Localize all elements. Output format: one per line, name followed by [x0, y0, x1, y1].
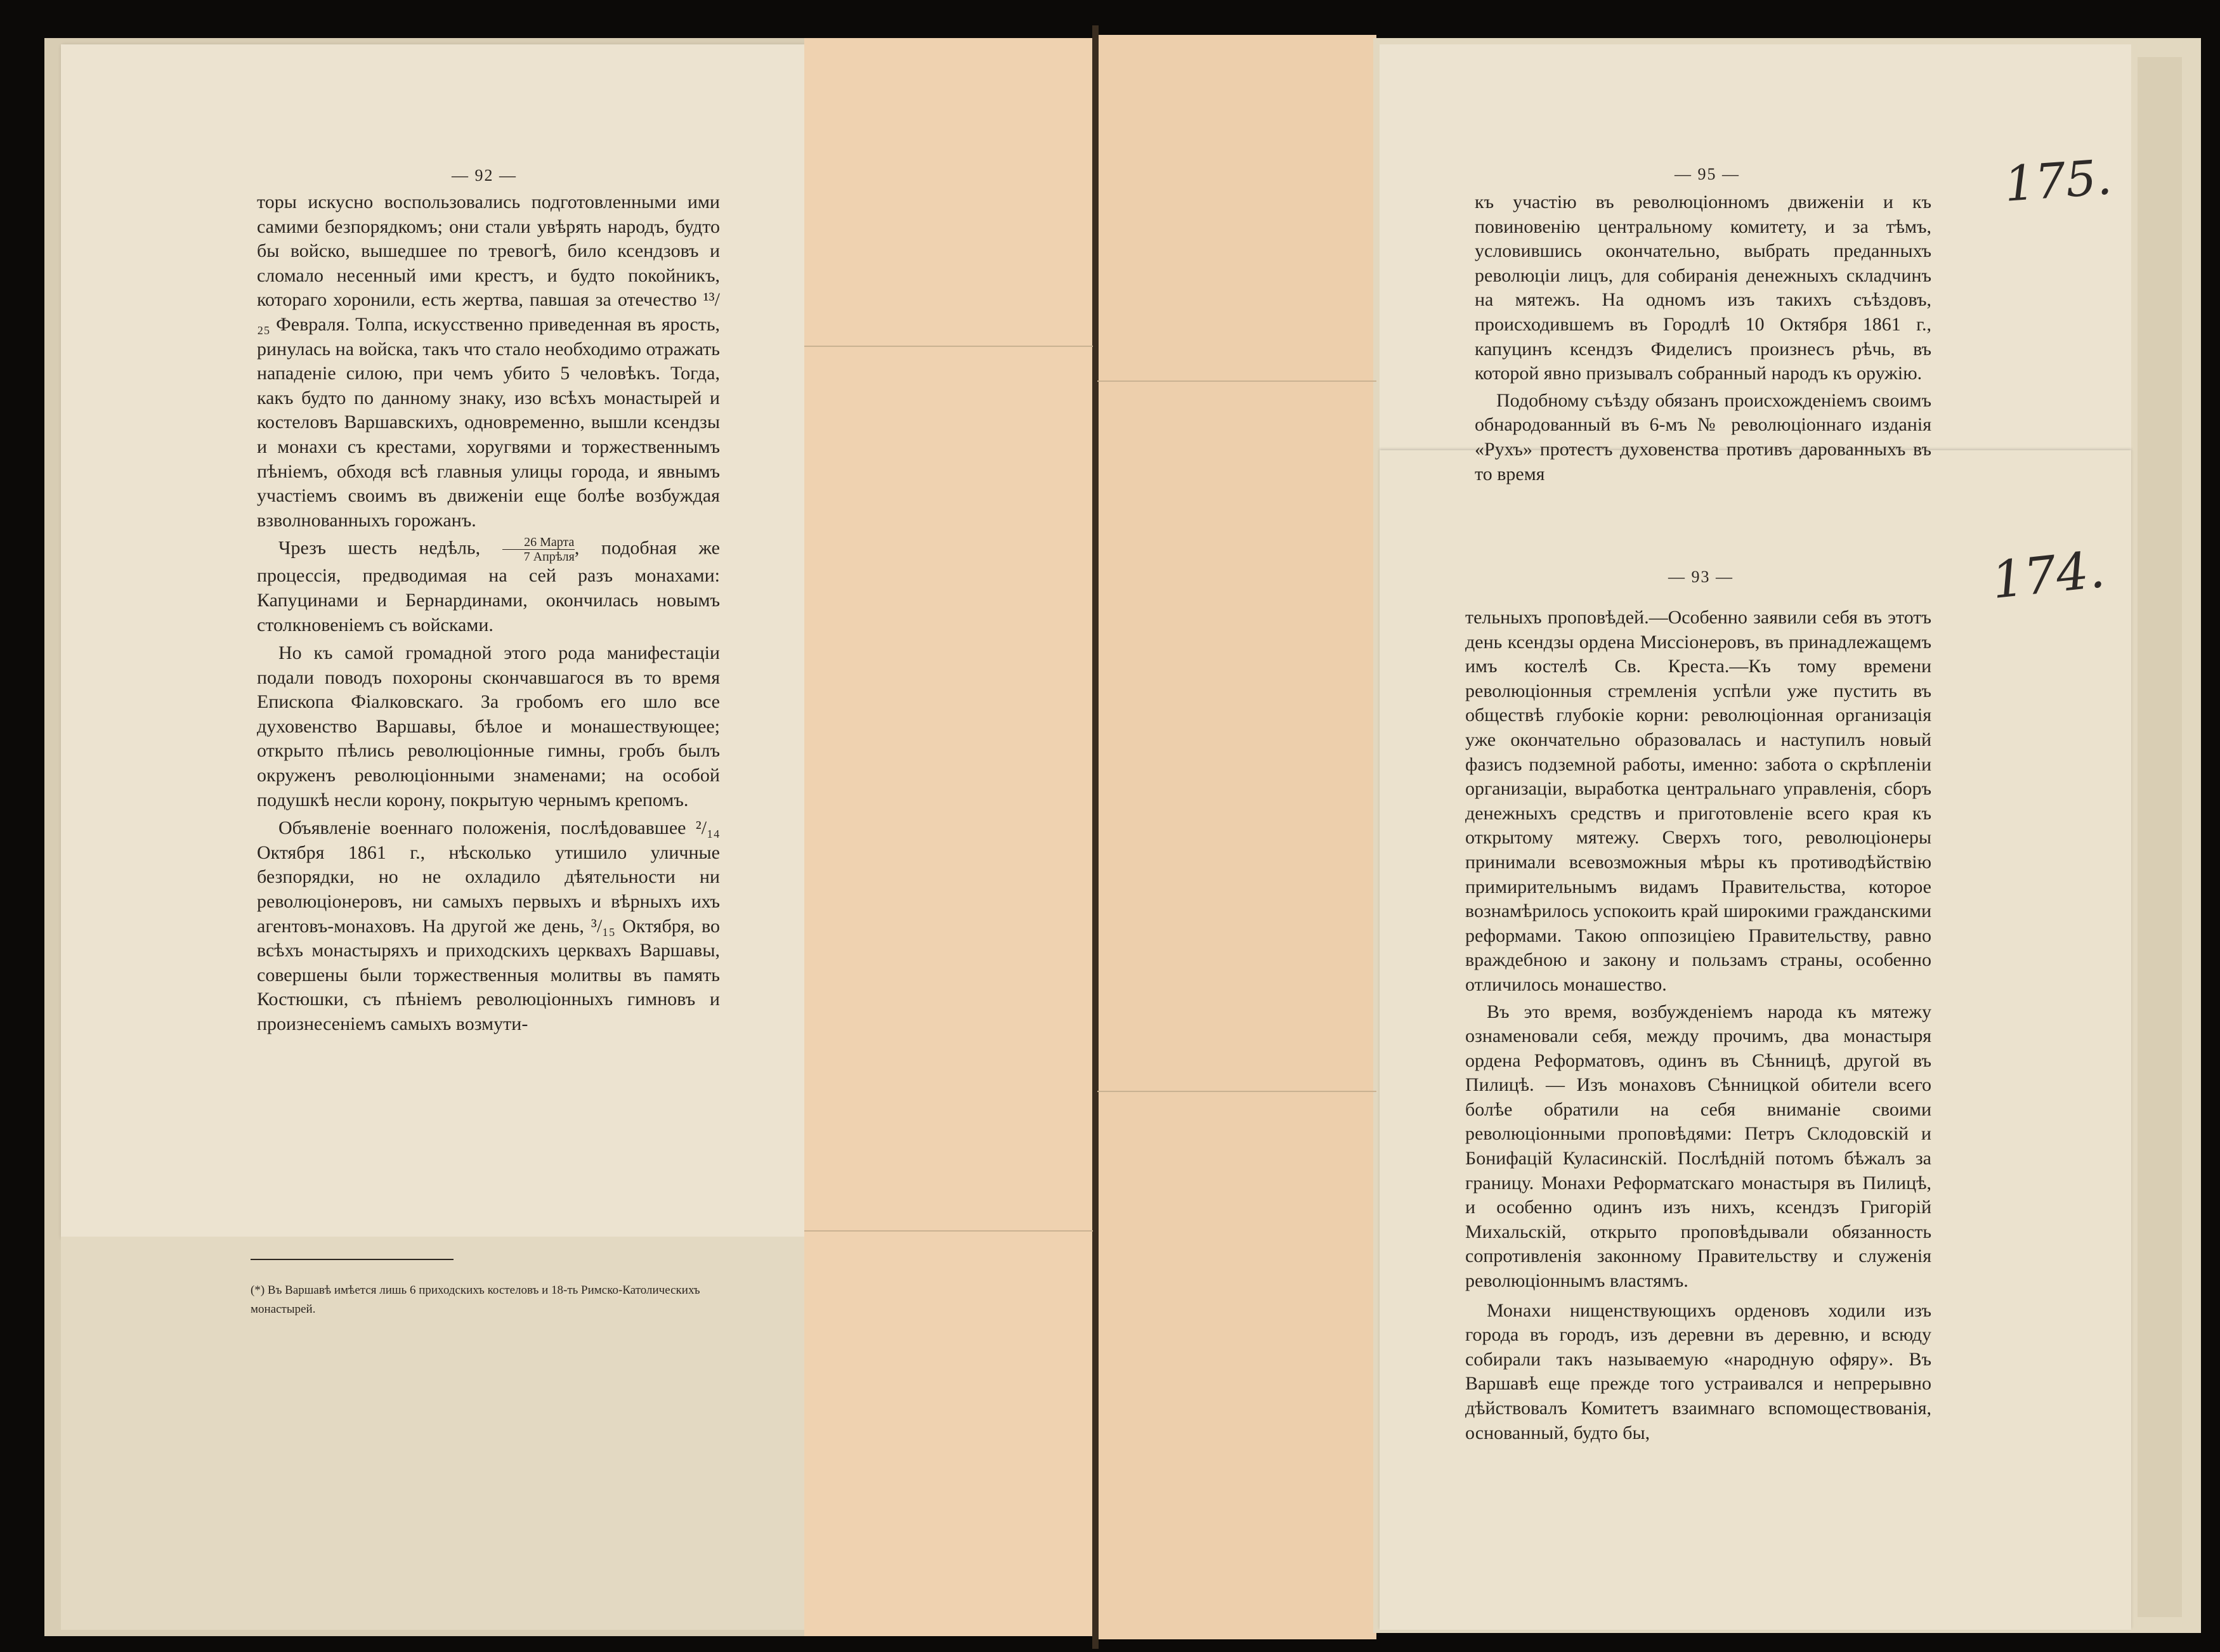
footnote: (*) Въ Варшавѣ имѣется лишь 6 приходскихъ костеловъ и 18-ть Римско-Католическихъ монастырей.: [251, 1284, 700, 1316]
paragraph: тельныхъ проповѣдей.—Особенно заявили себя въ этотъ день ксендзы ордена Миссіонеровъ, въ принадлежащемъ имъ костелѣ Св. Креста.—Къ тому времени революціонныя стремленія успѣли уже пустить въ обществѣ глубокіе корни: революціонная организація уже окончательно образовалась и наступилъ новый фазисъ подземной работы, именно: забота о скрѣпленіи организаціи, выработка центральнаго управленія, сборъ денежныхъ средствъ и приготовленіе всего края къ открытому мятежу. Сверхъ того, революціонеры принимали всевозможныя мѣры къ противодѣйствію примирительнымъ видамъ Правительства, которое вознамѣрилось успокоить край широкими гражданскими реформами. Такою оппозиціею Правительству, равно враждебною и закону и пользамъ страны, особенно отличилось монашество.: [1465, 607, 1931, 995]
paragraph-text: Чрезъ шесть недѣль,: [278, 537, 481, 559]
right-bottom-text: [1465, 606, 1931, 1445]
fold-line: [804, 346, 1093, 347]
handwritten-folio: 175.: [2002, 148, 2114, 212]
paragraph: Подобному съѣзду обязанъ происхожденіемъ своимъ обнародованный въ 6-мъ № революціоннаго изданія «Рухъ» протестъ духовенства противъ дарованныхъ въ то время: [1475, 389, 1931, 485]
page-number-right-top: — 95 —: [1675, 165, 1740, 183]
paragraph: Объявленіе военнаго положенія, послѣдовавшее ²/₁₄ Октября 1861 г., нѣсколько утишило уличные безпорядки, но не охладило дѣятельности ни революціонеровъ, ни самыхъ первыхъ и вѣрныхъ ихъ агентовъ-монаховъ. На другой же день, ³/₁₅ Октября, во всѣхъ монастыряхъ и приходскихъ церквахъ Варшавы, совершены были торжественныя молитвы въ память Костюшки, съ пѣніемъ революціонныхъ гимновъ и произнесеніемъ самыхъ возмути-: [257, 817, 720, 1034]
fraction-numerator: 26 Марта: [502, 535, 575, 550]
right-page-edge: [2138, 57, 2182, 1617]
right-top-text: [1475, 190, 1931, 486]
paragraph: Но къ самой громадной этого рода манифестаціи подали поводъ похороны скончавшагося въ то время Епископа Фіалковскаго. За гробомъ его шло все духовенство Варшавы, бѣлое и монашествующее; открыто пѣлись революціонные гимны, гробъ былъ окруженъ революціонными знаменами; на особой подушкѣ несли корону, покрытую чернымъ крепомъ.: [257, 642, 720, 810]
fraction-denominator: 7 Апрѣля: [523, 550, 575, 564]
fold-line: [1097, 1091, 1376, 1092]
page-number-right-bottom: — 93 —: [1668, 568, 1734, 586]
fold-line: [1097, 380, 1376, 382]
page-number-left: — 92 —: [452, 166, 517, 185]
pink-insert-right: [1097, 35, 1376, 1639]
handwritten-folio: 174.: [1988, 539, 2108, 611]
paragraph: Монахи нищенствующихъ орденовъ ходили изъ города въ городъ, изъ деревни въ деревню, и всюду собирали такъ называемую «народную офяру». Въ Варшавѣ еще прежде того устраивался и непрерывно дѣйствовалъ Комитетъ взаимнаго вспомоществованія, основанный, будто бы,: [1465, 1299, 1931, 1443]
paragraph: къ участію въ революціонномъ движеніи и къ повиновенію центральному комитету, и за тѣмъ, условившись окончательно, выбрать преданныхъ революціи лицъ, для собиранія денежныхъ складчинъ на мятежъ. На одномъ изъ такихъ съѣздовъ, происходившемъ въ Городлѣ 10 Октября 1861 г., капуцинъ ксендзъ Фиделисъ произнесъ рѣчь, въ которой явно призывалъ собранный народъ къ оружію.: [1475, 192, 1931, 384]
paragraph: [257, 535, 720, 637]
fold-line: [804, 1230, 1093, 1232]
pink-insert-left: [804, 38, 1093, 1636]
footnote-rule: [251, 1259, 454, 1260]
paragraph: торы искусно воспользовались подготовленными ими самими безпорядкомъ; они стали увѣрять народъ, будто бы войско, вышедшее по тревогѣ, било ксендзовъ и сломало несенный ими крестъ, и будто покойникъ, котораго хоронили, есть жертва, павшая за отечество ¹³/₂₅ Февраля. Толпа, искусственно приведенная въ ярость, ринулась на войска, такъ что стало необходимо отражать нападеніе силою, при чемъ убито 5 человѣкъ. Тогда, какъ будто по данному знаку, изо всѣхъ монастырей и костеловъ Варшавскихъ, одновременно, вышли ксендзы и монахи съ крестами, хоругвями и торжественнымъ пѣніемъ, обходя всѣ главныя улицы города, и явнымъ участіемъ своимъ въ движеніи еще болѣе возбуждая взволнованныхъ горожанъ.: [257, 192, 720, 531]
paragraph: Въ это время, возбужденіемъ народа къ мятежу ознаменовали себя, между прочимъ, два монастыря ордена Реформатовъ, одинъ въ Сѣнницѣ, другой въ Пилицѣ. — Изъ монаховъ Сѣнницкой обители всего болѣе обратили на себя вниманіе своими революціонными проповѣдями: Петръ Склодовскій и Бонифацій Куласинскій. Послѣдній потомъ бѣжалъ за границу. Монахи Реформатскаго монастыря въ Пилицѣ, и особенно одинъ изъ нихъ, ксендзъ Григорій Михальскій, открыто проповѣдывали обязанность сопротивленія законному Правительству и служенія революціоннымъ властямъ.: [1465, 1001, 1931, 1292]
date-fraction: [502, 535, 575, 564]
left-page-text: [257, 190, 720, 1037]
paragraph-text: , подобная же процессія, предводимая на сей разъ монахами: Капуцинами и Бернардинами, окончилась новымъ столкновеніемъ съ войсками.: [257, 537, 720, 635]
book-spine: [1092, 25, 1099, 1649]
